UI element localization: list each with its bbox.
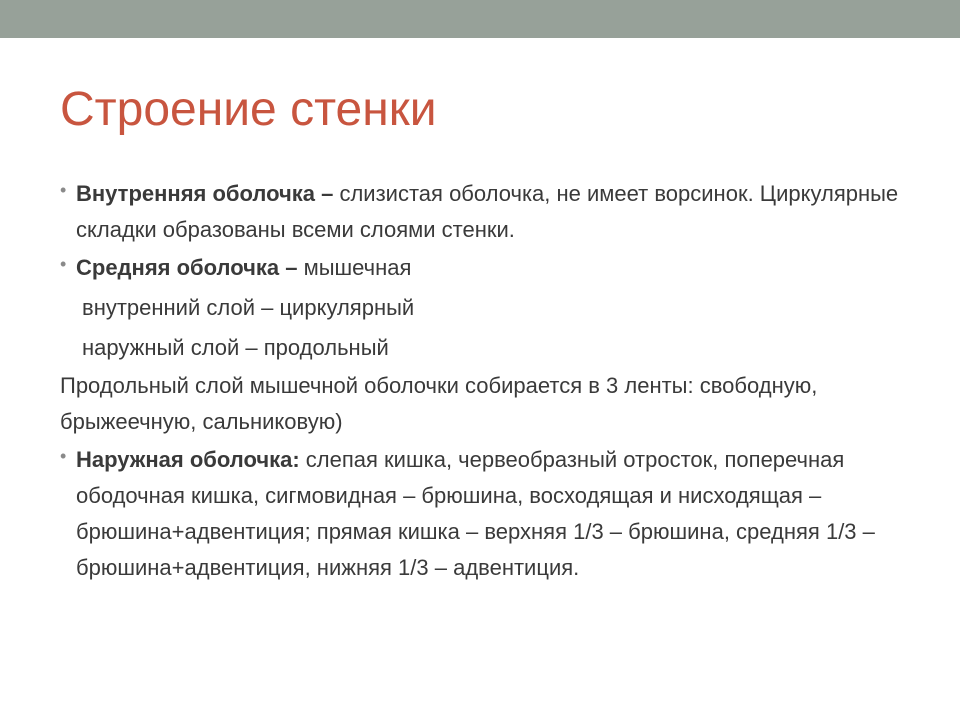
bullet-body: слизистая оболочка, не имеет ворсинок. Циркулярные складки образованы всеми слоями стенки.	[76, 181, 899, 242]
bullet-heading: Внутренняя оболочка –	[76, 181, 334, 206]
bullet-middle-layer	[60, 250, 920, 286]
slide-content	[60, 176, 920, 586]
bullet-dot-icon: •	[60, 254, 67, 274]
bullet-dot-icon: •	[60, 180, 67, 200]
bullet-dot-icon: •	[60, 446, 67, 466]
bullet-body: слепая кишка, червеобразный отросток, поперечная ободочная кишка, сигмовидная – брюшина, восходящая и нисходящая – брюшина+адвентиция; прямая кишка – верхняя 1/3 – брюшина, средняя 1/3 – брюшина+адвентиция, нижняя 1/3 – адвентиция.	[76, 447, 875, 580]
bullet-outer-layer	[60, 442, 920, 586]
paragraph-longitudinal-layer: Продольный слой мышечной оболочки собирается в 3 ленты: свободную, брыжеечную, сальниковую)	[60, 373, 818, 434]
subline-outer-layer: наружный слой – продольный	[82, 335, 389, 360]
subline-inner-layer: внутренний слой – циркулярный	[82, 295, 415, 320]
slide-title: Строение стенки	[60, 83, 437, 136]
bullet-heading: Наружная оболочка:	[76, 447, 300, 472]
top-accent-bar	[0, 0, 960, 38]
bullet-body: мышечная	[297, 255, 412, 280]
bullet-heading: Средняя оболочка –	[76, 255, 298, 280]
bullet-inner-layer	[60, 176, 920, 248]
